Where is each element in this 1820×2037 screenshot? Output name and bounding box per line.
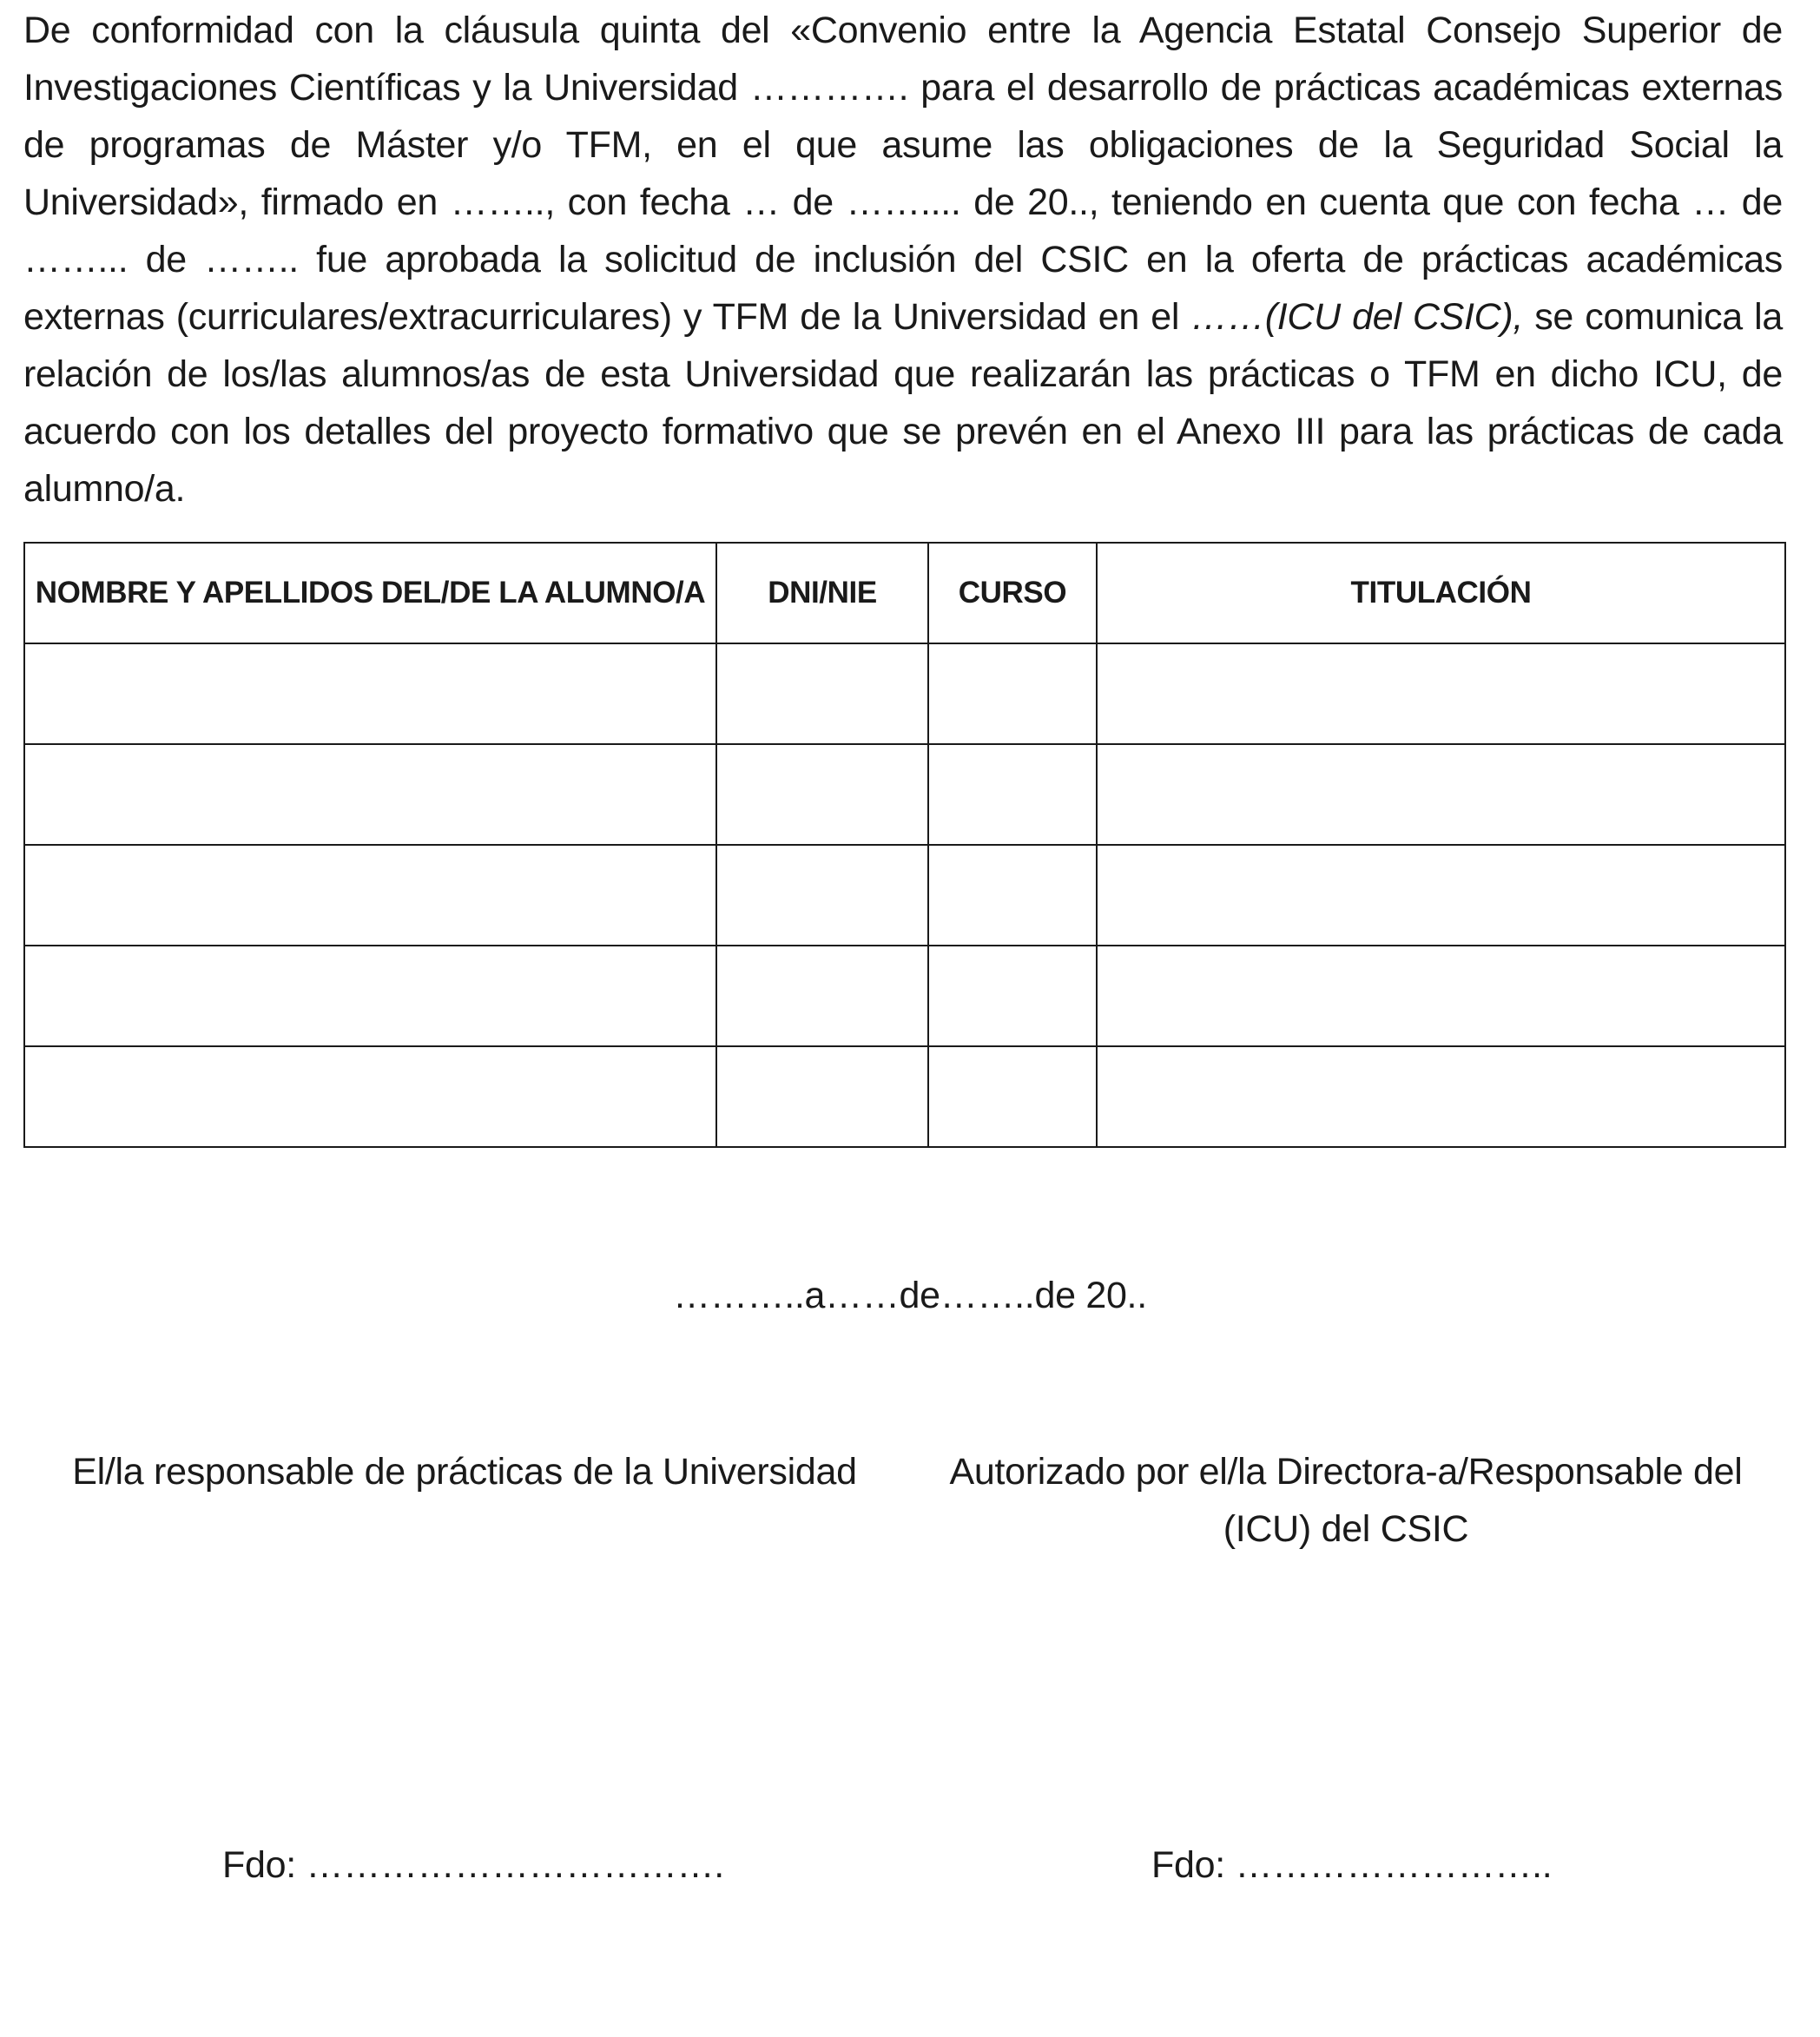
table-row [24, 744, 1785, 845]
cell-curso[interactable] [928, 946, 1097, 1046]
students-table [23, 542, 1786, 1148]
cell-dni-nie[interactable] [716, 946, 928, 1046]
header-curso: CURSO [928, 543, 1097, 643]
signer-csic [929, 1443, 1763, 1558]
table-row [24, 643, 1785, 744]
table-row [24, 845, 1785, 946]
table-row [24, 1046, 1785, 1147]
cell-curso[interactable] [928, 1046, 1097, 1147]
intro-text-end: se comunica la relación de los/las alumnos/as de esta Universidad que realizarán las prácticas o TFM en dicho ICU, de acuerdo con los detalles del proyecto formativo que se prevén en el Anexo III para las prácticas de cada alumno/a. [23, 296, 1783, 510]
intro-paragraph [23, 2, 1783, 517]
cell-dni-nie[interactable] [716, 845, 928, 946]
signature-line-csic: Fdo: …………………….. [1151, 1844, 1553, 1886]
header-nombre: NOMBRE Y APELLIDOS DEL/DE LA ALUMNO/A [24, 543, 716, 643]
intro-text-italic: ……(ICU del CSIC), [1190, 296, 1524, 338]
header-dni-nie: DNI/NIE [716, 543, 928, 643]
cell-nombre[interactable] [24, 643, 716, 744]
cell-titulacion[interactable] [1097, 946, 1785, 1046]
cell-curso[interactable] [928, 744, 1097, 845]
intro-text-main: De conformidad con la cláusula quinta del «Convenio entre la Agencia Estatal Consejo Superior de Investigaciones Científicas y la Universidad …………. para el desarrollo de prácticas académicas externas de programas de Máster y/o TFM, en el que asume las obligaciones de la Seguridad Social la Universidad», firmado en …….., con fecha … de …….... de 20.., teniendo en cuenta que con fecha … de ……... de …….. fue aprobada la solicitud de inclusión del CSIC en la oferta de prácticas académicas externas (curriculares/extracurriculares) y TFM de la Universidad en el [23, 10, 1783, 338]
cell-titulacion[interactable] [1097, 643, 1785, 744]
cell-curso[interactable] [928, 643, 1097, 744]
signer-csic-line2: (ICU) del CSIC [1223, 1508, 1469, 1550]
header-titulacion: TITULACIÓN [1097, 543, 1785, 643]
table-row [24, 946, 1785, 1046]
cell-curso[interactable] [928, 845, 1097, 946]
cell-titulacion[interactable] [1097, 845, 1785, 946]
students-table-container [23, 542, 1784, 1148]
cell-titulacion[interactable] [1097, 744, 1785, 845]
place-date-line: ………..a……de……..de 20.. [673, 1275, 1147, 1316]
cell-dni-nie[interactable] [716, 643, 928, 744]
cell-nombre[interactable] [24, 946, 716, 1046]
signature-line-university: Fdo: ……………………………. [222, 1844, 724, 1886]
cell-nombre[interactable] [24, 845, 716, 946]
cell-dni-nie[interactable] [716, 1046, 928, 1147]
cell-nombre[interactable] [24, 744, 716, 845]
cell-nombre[interactable] [24, 1046, 716, 1147]
cell-titulacion[interactable] [1097, 1046, 1785, 1147]
signer-csic-line1: Autorizado por el/la Directora-a/Responsable del [949, 1451, 1743, 1493]
cell-dni-nie[interactable] [716, 744, 928, 845]
signer-university: El/la responsable de prácticas de la Universidad [72, 1451, 857, 1493]
table-header-row [24, 543, 1785, 643]
